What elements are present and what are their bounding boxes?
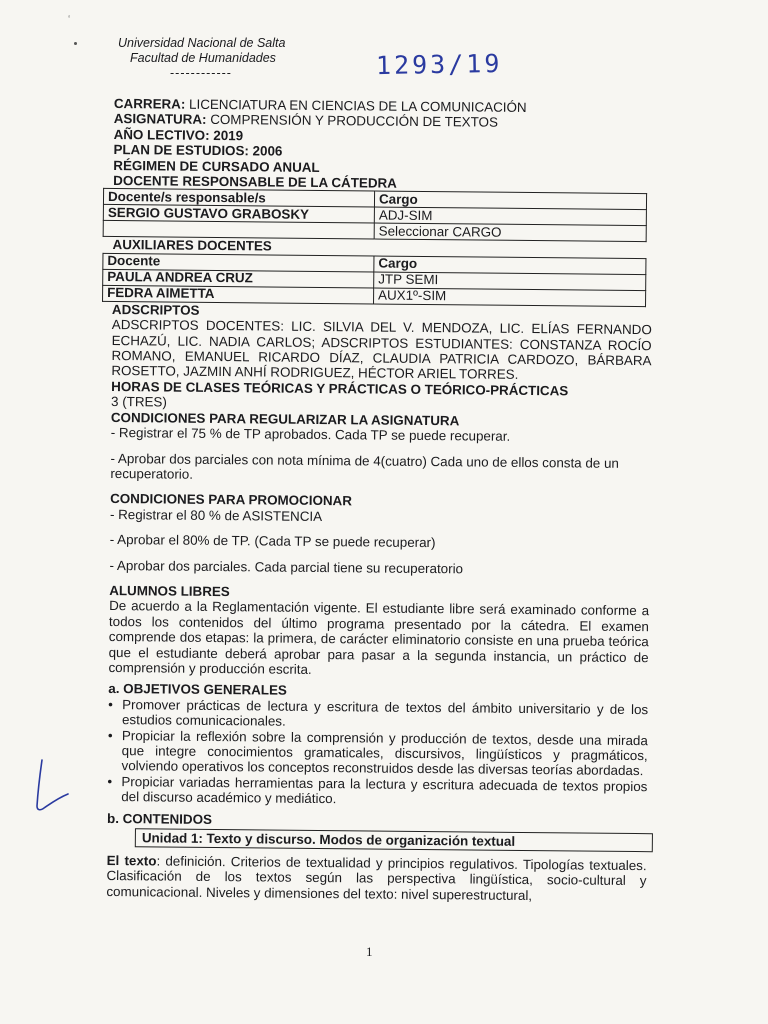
horas-value: 3 (TRES)	[110, 394, 167, 410]
adscriptos-text: ADSCRIPTOS DOCENTES: LIC. SILVIA DEL V. MENDOZA, LIC. ELÍAS FERNANDO ECHAZÚ, LIC. NADIA CARLOS; ADSCRIPTOS ESTUDIANTES: CONSTANZA ROCÍO ROMANO, EMANUEL RICARDO DÍAZ, CLAUDIA PATRICIA CARDOZO, BÁRBARA ROSETTO, JAZMIN ANHÍ RODRIGUEZ, HÉCTOR ARIEL TORRES.	[111, 317, 652, 383]
objetivos-list	[107, 697, 648, 810]
asignatura-label: ASIGNATURA:	[113, 111, 207, 128]
promocionar-item: - Aprobar dos parciales. Cada parcial tiene su recuperatorio	[109, 557, 464, 576]
unit-title: Unidad 1: Texto y discurso. Modos de organización textual	[135, 828, 653, 852]
table-cell-cargo: ADJ-SIM	[374, 207, 646, 226]
responsables-table	[103, 188, 647, 242]
table-cell-cargo: JTP SEMI	[374, 272, 646, 291]
header-divider: ------------	[170, 66, 232, 80]
table-cell-cargo: AUX1º-SIM	[374, 288, 646, 307]
plan-estudios: PLAN DE ESTUDIOS: 2006	[113, 142, 283, 159]
page-number: 1	[366, 944, 373, 959]
contenidos-text	[106, 853, 646, 904]
carrera-label: CARRERA:	[113, 96, 186, 112]
promocionar-item: - Aprobar el 80% de TP. (Cada TP se puede recuperar)	[109, 532, 436, 551]
list-item: • Promover prácticas de lectura y escritura de textos del ámbito universitario y de los estudios comunicacionales.	[108, 697, 648, 733]
horas-heading: HORAS DE CLASES TEÓRICAS Y PRÁCTICAS O TEÓRICO-PRÁCTICAS	[111, 378, 569, 399]
regularizar-item: - Registrar el 75 % de TP aprobados. Cada TP se puede recuperar.	[110, 425, 511, 444]
scan-mark-icon: ‘	[68, 14, 71, 25]
scan-dot-icon	[74, 42, 77, 45]
regularizar-heading: CONDICIONES PARA REGULARIZAR LA ASIGNATURA	[110, 409, 460, 429]
faculty-name: Facultad de Humanidades	[130, 51, 276, 65]
document-body	[106, 96, 654, 904]
contenidos-heading: b. CONTENIDOS	[106, 810, 213, 827]
texto-term: El texto	[106, 852, 157, 869]
anio-lectivo: AÑO LECTIVO: 2019	[113, 126, 244, 144]
libres-heading: ALUMNOS LIBRES	[109, 582, 230, 600]
adscriptos-heading: ADSCRIPTOS	[111, 301, 200, 318]
handwritten-mark-icon	[28, 756, 72, 820]
auxiliares-heading: AUXILIARES DOCENTES	[112, 237, 272, 254]
table-cell-docente	[103, 221, 374, 240]
auxiliares-table	[102, 253, 646, 307]
libres-text: De acuerdo a la Reglamentación vigente. El estudiante libre será examinado conforme a todos los contenidos del último programa presentado por la cátedra. El examen comprende dos etapas: la primera, de carácter eliminatorio consiste en una prueba teórica que el estudiante deberá aprobar para pasar a la segunda instancia, un práctico de comprensión y producción escrita.	[108, 598, 650, 677]
list-item: • Propiciar la reflexión sobre la comprensión y producción de textos, desde una mirada que integre conocimientos gramaticales, discursivos, lingüísticos y pragmáticos, volviendo operativos los conceptos reconstruidos desde las diversas teorías abordadas.	[107, 728, 647, 779]
table-header-cell: Cargo	[374, 256, 646, 275]
table-header-cell: Docente/s responsable/s	[103, 189, 374, 208]
promocionar-item: - Registrar el 80 % de ASISTENCIA	[109, 506, 323, 524]
table-cell-docente: SERGIO GUSTAVO GRABOSKY	[103, 205, 374, 224]
list-item: • Propiciar variadas herramientas para la lectura y escritura adecuada de textos propios del discurso académico y mediático.	[107, 774, 647, 810]
docente-responsable-heading: DOCENTE RESPONSABLE DE LA CÁTEDRA	[113, 173, 397, 191]
table-cell-docente: PAULA ANDREA CRUZ	[103, 269, 374, 288]
carrera-value: LICENCIATURA EN CIENCIAS DE LA COMUNICACIÓN	[189, 96, 527, 115]
resolution-stamp: 1293/19	[375, 48, 503, 81]
table-cell-docente: FEDRA AIMETTA	[103, 285, 374, 304]
asignatura-value: COMPRENSIÓN Y PRODUCCIÓN DE TEXTOS	[210, 112, 499, 131]
institution-header	[118, 36, 285, 81]
university-name: Universidad Nacional de Salta	[118, 36, 286, 50]
promocionar-heading: CONDICIONES PARA PROMOCIONAR	[110, 491, 352, 509]
texto-definition: : definición. Criterios de textualidad y principios regulativos. Tipologías textuales. Clasificación de los textos según las perspectiva lingüística, socio-cultural y comunicacional. Niveles y dimensiones del texto: nivel superestructural,	[106, 853, 647, 903]
table-header-cell: Docente	[103, 253, 374, 272]
regimen-cursado: RÉGIMEN DE CURSADO ANUAL	[113, 157, 320, 175]
table-header-cell: Cargo	[374, 191, 646, 210]
regularizar-item: - Aprobar dos parciales con nota mínima de 4(cuatro) Cada uno de ellos consta de un recuperatorio.	[110, 450, 619, 482]
objetivos-heading: a. OBJETIVOS GENERALES	[108, 681, 287, 699]
table-cell-cargo: Seleccionar CARGO	[374, 223, 646, 242]
